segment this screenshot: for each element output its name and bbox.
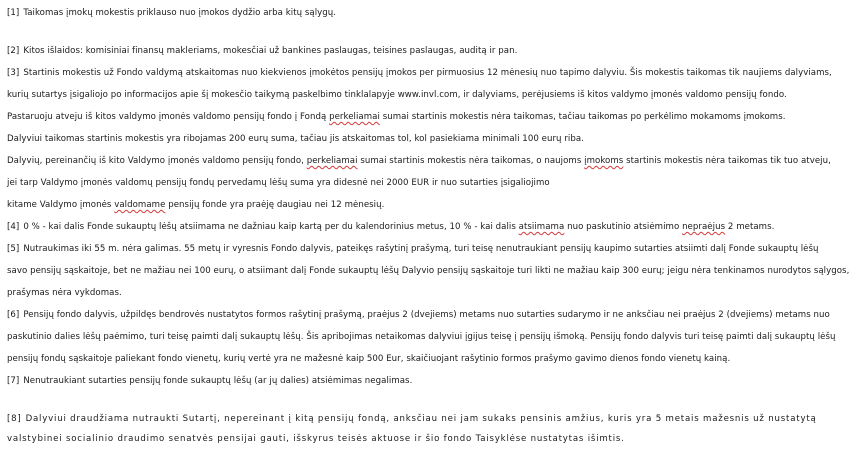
note-marker: [1] <box>7 8 20 18</box>
note-text: 0 % - kai dalis Fonde sukauptų lėšų atsiimama ne dažniau kaip kartą per du kalendorinius metus, 10 % - kai dalis <box>23 222 519 232</box>
note-marker: [2] <box>7 46 20 56</box>
note-4 <box>7 221 774 233</box>
note-1 <box>7 7 336 19</box>
note-3-line-5 <box>7 155 831 167</box>
note-2 <box>7 45 517 57</box>
note-text: Pastaruoju atveju iš kitos valdymo įmonės valdomo pensijų fondo į Fondą <box>7 112 330 122</box>
note-text: sumai startinis mokestis nėra taikomas, o naujoms <box>357 156 585 166</box>
note-text: kitame Valdymo įmonės <box>7 200 115 210</box>
spellcheck-word: perkeliamai <box>329 112 380 122</box>
note-5-line-1 <box>7 243 819 255</box>
note-3-line-1 <box>7 67 832 79</box>
note-8-line-2 <box>7 433 625 445</box>
note-text: paskutinio dalies lėšų paėmimo, turi teisę paimti dalį sukauptų lėšų. Šis apribojimas netaikomas dalyviui įgijus teisę į pensijų išmoką. Pensijų fondo dalyvis turi teisę paimti dalį sukauptų lėšų <box>7 332 836 342</box>
note-text: Nenutraukiant sutarties pensijų fonde sukauptų lėšų (ar jų dalies) atsiėmimas negalimas. <box>23 376 413 386</box>
note-text: pensijų fonde yra praėję daugiau nei 12 mėnesių. <box>165 200 385 210</box>
spellcheck-word: atsiimama <box>518 222 565 232</box>
note-text: Nutraukimas iki 55 m. nėra galimas. 55 metų ir vyresnis Fondo dalyvis, pateikęs rašytinį prašymą, turi teisę nenutraukiant pensijų kaupimo sutarties atsiimti dalį Fonde sukauptų lėšų <box>23 244 819 254</box>
note-7 <box>7 375 412 387</box>
note-marker: [7] <box>7 376 20 386</box>
note-marker: [8] <box>7 414 22 424</box>
note-3-line-4 <box>7 133 584 145</box>
note-marker: [5] <box>7 244 20 254</box>
spellcheck-word: įmokoms <box>584 156 624 166</box>
note-text: Dalyviui taikomas startinis mokestis yra ribojamas 200 eurų suma, tačiau jis atskaitomas tol, kol pasiekiama minimali 100 eurų riba. <box>7 134 584 144</box>
note-text: Dalyviui draudžiama nutraukti Sutartį, nepereinant į kitą pensijų fondą, anksčiau nei jam sukaks pensinis amžius, kuris yra 5 metais mažesnis už nustatytą <box>25 414 817 424</box>
note-text: savo pensijų sąskaitoje, bet ne mažiau nei 100 eurų, o atsiimant dalį Fonde sukauptų lėšų Dalyvio pensijų sąskaitoje turi likti ne mažiau kaip 300 eurų; jeigu nėra tenkinamos nurodytos sąlygos, <box>7 266 849 276</box>
note-marker: [4] <box>7 222 20 232</box>
spellcheck-word: nepraėjus <box>682 222 726 232</box>
note-marker: [6] <box>7 310 20 320</box>
note-6-line-1 <box>7 309 830 321</box>
note-text: Startinis mokestis už Fondo valdymą atskaitomas nuo kiekvienos įmokėtos pensijų įmokos per pirmuosius 12 mėnesių nuo tapimo dalyviu. Šis mokestis taikomas tik naujiems dalyviams, <box>23 68 832 78</box>
note-text: nuo paskutinio atsiėmimo <box>564 222 683 232</box>
note-text: 2 metams. <box>725 222 775 232</box>
note-text: prašymas nėra vykdomas. <box>7 288 122 298</box>
note-5-line-3 <box>7 287 122 299</box>
note-3-line-6 <box>7 177 550 189</box>
spellcheck-word: valdomame <box>114 200 166 210</box>
note-text: Dalyvių, pereinančių iš kito Valdymo įmonės valdomo pensijų fondo, <box>7 156 307 166</box>
note-text: sumai startinis mokestis nėra taikomas, tačiau taikomas po perkėlimo mokamoms įmokoms. <box>379 112 786 122</box>
note-text: Kitos išlaidos: komisiniai finansų makleriams, mokesčiai už bankines paslaugas, teisines paslaugas, auditą ir pan. <box>23 46 518 56</box>
note-marker: [3] <box>7 68 20 78</box>
note-6-line-2 <box>7 331 836 343</box>
note-text: Taikomas įmokų mokestis priklauso nuo įmokos dydžio arba kitų sąlygų. <box>23 8 337 18</box>
note-text: Pensijų fondo dalyvis, užpildęs bendrovės nustatytos formos rašytinį prašymą, praėjus 2 (dvejiems) metams nuo sutarties sudarymo ir ne anksčiau nei praėjus 2 (dvejiems) metams nuo <box>23 310 830 320</box>
spellcheck-word: perkeliamai <box>306 156 358 166</box>
note-text: jei tarp Valdymo įmonės valdomų pensijų fondų pervedamų lėšų suma yra didesnė nei 2000 EUR ir nuo sutarties įsigaliojimo <box>7 178 550 188</box>
note-text: startinis mokestis nėra taikomas tik tuo atveju, <box>623 156 831 166</box>
note-3-line-2 <box>7 89 787 101</box>
note-5-line-2 <box>7 265 849 277</box>
note-6-line-3 <box>7 353 730 365</box>
note-3-line-7 <box>7 199 384 211</box>
note-text: kurių sutartys įsigaliojo po informacijos apie šį mokesčio taikymą paskelbimo tinklalapyje www.invl.com, ir dalyviams, perėjusiems iš kitos valdymo įmonės valdomo pensijų fondo. <box>7 90 787 100</box>
note-8-line-1 <box>7 413 817 425</box>
note-text: valstybinei socialinio draudimo senatvės pensijai gauti, išskyrus teisės aktuose ir šio fondo Taisyklėse nustatytas išimtis. <box>7 434 625 444</box>
note-text: pensijų fondų sąskaitoje paliekant fondo vienetų, kurių vertė yra ne mažesnė kaip 500 Eur, skaičiuojant rašytinio formos prašymo gavimo dienos fondo vienetų kainą. <box>7 354 731 364</box>
note-3-line-3 <box>7 111 786 123</box>
